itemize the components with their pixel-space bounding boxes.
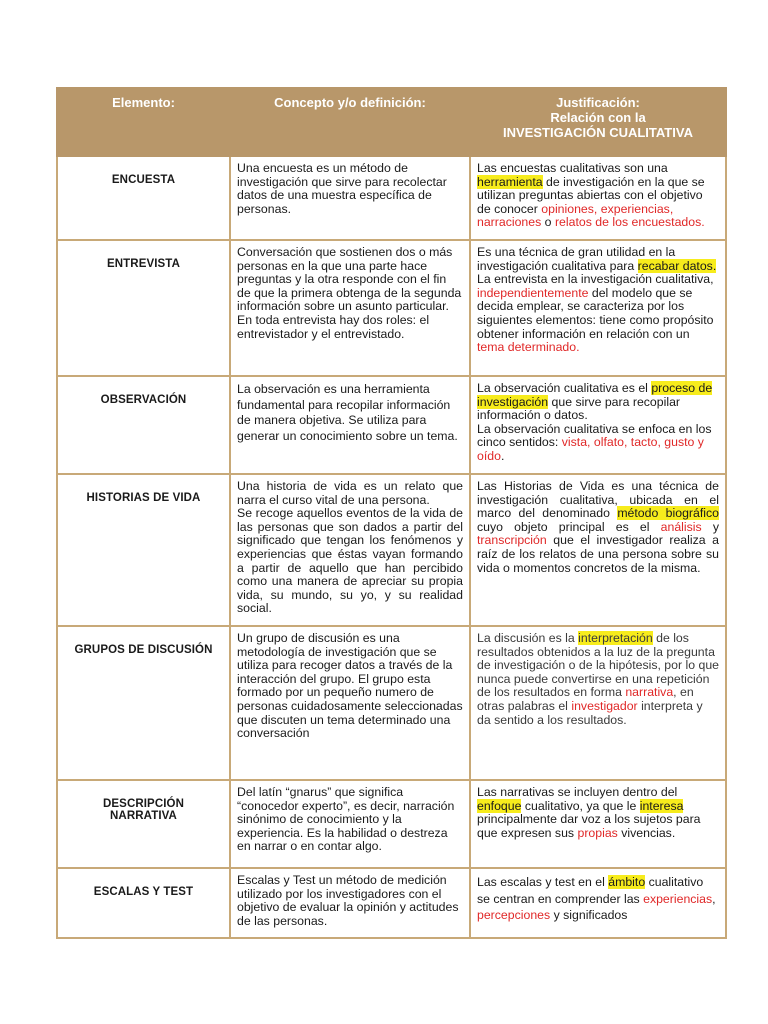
highlight: enfoque (477, 798, 522, 813)
header-elemento: Elemento: (57, 88, 230, 156)
text: La entrevista en la investigación cualitativa, (477, 272, 714, 287)
text: Las narrativas se incluyen dentro del (477, 785, 678, 799)
highlight: interpretación (578, 631, 653, 645)
justification-cell (470, 156, 726, 240)
justification-cell (470, 240, 726, 376)
text: del modelo que se decida emplear, se caracteriza por los siguientes elementos: tiene como propósito obtener información en relación con un (477, 285, 714, 341)
highlight: proceso de investigación (477, 381, 713, 409)
text: Las Historias de Vida es una técnica de investigación cualitativa, ubicada en el marco del denominado (477, 479, 719, 521)
element-line2: NARRATIVA (110, 810, 177, 822)
definition-line2: Se recoge aquellos eventos de la vida de las personas que son dados a partir del significado que tengan los fenómenos y experiencias que éstas vayan formando a partir de aquello que han percibido como una manera de apreciar su propia vida, su mundo, su yo, y su realidad social. (237, 506, 463, 616)
text: que el investigador realiza a raíz de los relatos de una persona sobre su vida o momentos concretos de la misma. (477, 533, 719, 575)
text: de los resultados obtenidos a la luz de la pregunta de investigación o de la hipótesis, por lo que nunca puede convertirse en una repetición de los resultados en forma (477, 631, 719, 700)
comparison-table (56, 87, 727, 939)
table-row (57, 474, 726, 626)
table-row (57, 626, 726, 780)
red-text: experiencias (643, 891, 713, 906)
red-text: opiniones (541, 201, 594, 216)
justification-cell (470, 780, 726, 868)
text: y significados (550, 908, 628, 922)
text: , en otras palabras el (477, 685, 694, 713)
definition-cell: Del latín “gnarus” que significa “conocedor experto”, es decir, narración sinónimo de conocimiento y la experiencia. Es la habilidad o destreza en narrar o en contar algo. (230, 780, 470, 868)
text: La discusión es la (477, 631, 579, 645)
red-text: transcripción (477, 533, 547, 548)
element-cell: ENTREVISTA (57, 240, 230, 376)
table-row (57, 868, 726, 938)
header-row (57, 88, 726, 156)
highlight: recabar datos. (637, 258, 717, 273)
element-line1: DESCRIPCIÓN (103, 798, 184, 810)
definition-cell: Un grupo de discusión es una metodología de investigación que se utiliza para recoger datos a través de la interacción del grupo. El grupo esta formado por un pequeño numero de personas cuidadosamente seleccionadas que discuten un tema determinado una conversación (230, 626, 470, 780)
highlight: herramienta (477, 174, 543, 189)
element-cell: ESCALAS Y TEST (57, 868, 230, 938)
red-text: narrativa (625, 685, 674, 700)
element-cell: OBSERVACIÓN (57, 376, 230, 474)
element-cell (57, 780, 230, 868)
text: y (701, 519, 719, 534)
justification-cell (470, 474, 726, 626)
justification-cell (470, 868, 726, 938)
justification-cell (470, 626, 726, 780)
definition-cell: Conversación que sostienen dos o más personas en la que una parte hace preguntas y la otra responde con el fin de que la primera obtenga de la segunda información sobre un asunto particular. En toda entrevista hay dos roles: el entrevistador y el entrevistado. (230, 240, 470, 376)
header-concepto: Concepto y/o definición: (230, 88, 470, 156)
text: principalmente dar voz a los sujetos para que expresen sus (477, 812, 701, 840)
definition-cell: Escalas y Test un método de medición utilizado por los investigadores con el objetivo de evaluar la opinión y actitudes de las personas. (230, 868, 470, 938)
table-row (57, 240, 726, 376)
highlight: ámbito (608, 875, 646, 889)
red-text: experiencias (600, 201, 670, 216)
header-justificacion-line2: Relación con la (550, 110, 646, 125)
red-text: propias (577, 825, 618, 840)
red-text: narraciones (477, 215, 542, 230)
highlight: método biográfico (617, 506, 719, 521)
definition-cell: La observación es una herramienta fundamental para recopilar información de manera objetiva. Se utiliza para generar un conocimiento sobre un tema. (230, 376, 470, 474)
header-justificacion-line3: INVESTIGACIÓN CUALITATIVA (503, 125, 693, 140)
header-justificacion (470, 88, 726, 156)
red-text: , (669, 201, 674, 216)
definition-cell: Una encuesta es un método de investigación que sirve para recolectar datos de una muestra específica de personas. (230, 156, 470, 240)
text: cualitativo se centran en comprender las (477, 875, 704, 906)
definition-cell (230, 474, 470, 626)
red-text: relatos de los encuestados. (554, 215, 705, 230)
text: Las escalas y test en el (477, 875, 609, 889)
text: La observación cualitativa se enfoca en los cinco sentidos: (477, 421, 712, 450)
red-text: análisis (660, 519, 702, 534)
highlight: interesa (639, 798, 684, 813)
text: cuyo objeto principal es el (477, 519, 661, 534)
text: de investigación en la que se utilizan preguntas abiertas con el objetivo de conocer (477, 174, 705, 216)
table-row (57, 156, 726, 240)
definition-line1: Una historia de vida es un relato que narra el curso vital de una persona. (237, 479, 463, 507)
text: La observación cualitativa es el (477, 381, 652, 395)
red-text: , (593, 201, 601, 216)
text: vivencias. (617, 825, 676, 840)
text: , (712, 891, 716, 906)
text: que sirve para recopilar información o datos. (477, 394, 681, 423)
text: Las encuestas cualitativas son una (477, 161, 668, 175)
text: o (541, 215, 555, 230)
text: cualitativo, ya que le (521, 798, 640, 813)
red-text: tema determinado. (477, 340, 580, 355)
table-row (57, 376, 726, 474)
element-cell: HISTORIAS DE VIDA (57, 474, 230, 626)
justification-cell (470, 376, 726, 474)
text: Es una técnica de gran utilidad en la investigación cualitativa para (477, 245, 676, 273)
red-text: percepciones (477, 908, 551, 922)
text: . (500, 448, 505, 463)
text: interpreta y da sentido a los resultados. (477, 698, 703, 727)
table-row (57, 780, 726, 868)
element-cell: ENCUESTA (57, 156, 230, 240)
red-text: investigador (571, 698, 638, 713)
header-justificacion-line1: Justificación: (556, 95, 640, 110)
red-text: independientemente (477, 285, 589, 300)
element-cell: GRUPOS DE DISCUSIÓN (57, 626, 230, 780)
red-text: vista, olfato, tacto, gusto y oído (477, 435, 704, 463)
